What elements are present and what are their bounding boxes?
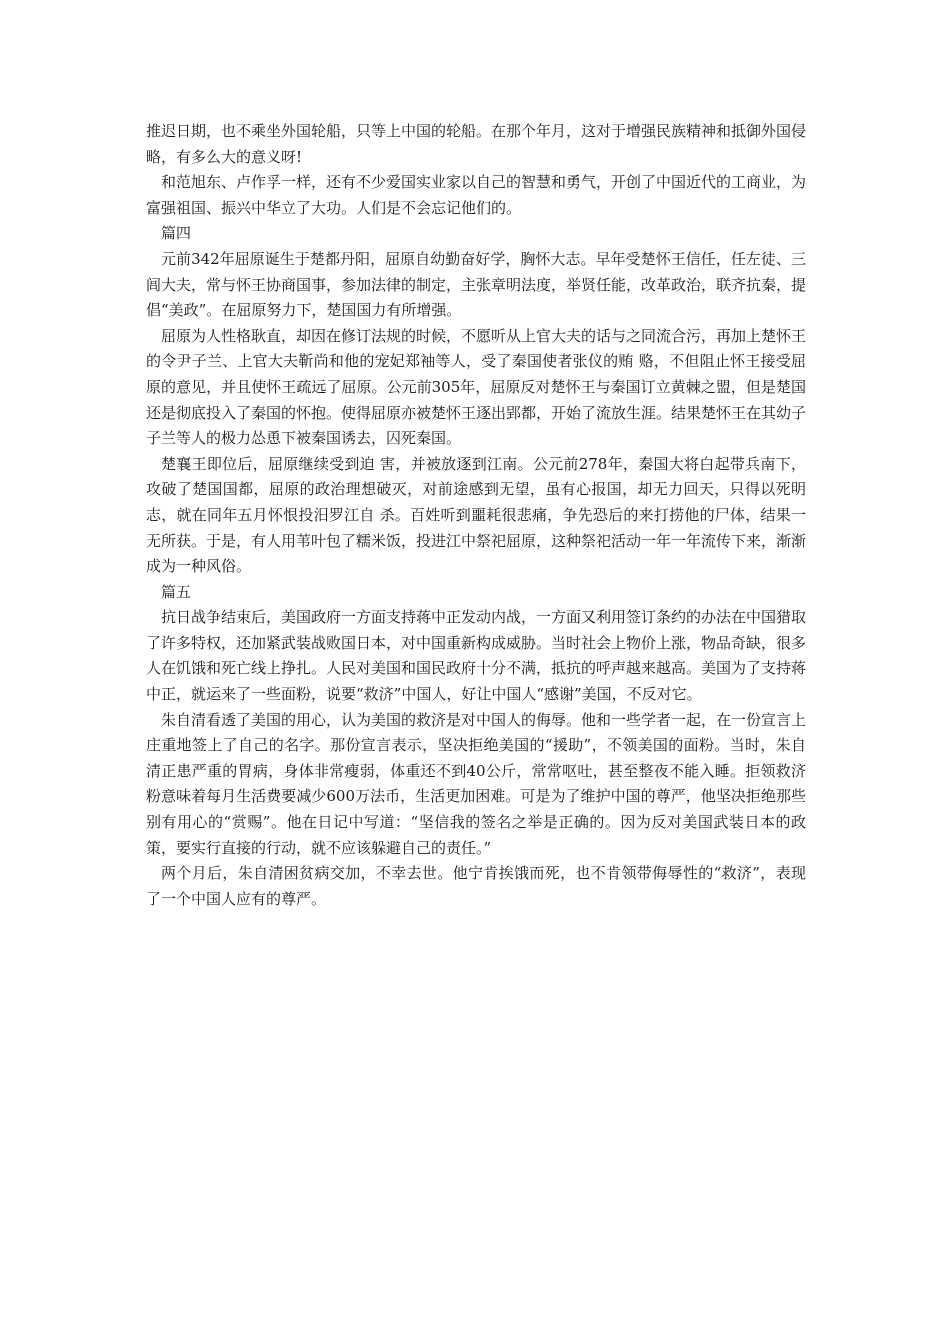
paragraph-postwar: 抗日战争结束后，美国政府一方面支持蒋中正发动内战，一方面又利用签订条约的办法在中国猎取了许多特权，还加紧武装战败国日本，对中国重新构成威胁。当时社会上物价上涨，物品奇缺，很多人在饥饿和死亡线上挣扎。人民对美国和国民政府十分不满，抵抗的呼声越来越高。美国为了支持蒋中正，就运来了一些面粉，说要“救济”中国人，好让中国人“感谢”美国，不反对它。 (146, 608, 807, 704)
paragraph-zhu-ziqing: 朱自清看透了美国的用心，认为美国的救济是对中国人的侮辱。他和一些学者一起，在一份宣言上庄重地签上了自己的名字。那份宣言表示，坚决拒绝美国的“援助”，不领美国的面粉。当时，朱自清正患严重的胃病，身体非常瘦弱，体重还不到40公斤，常常呕吐，甚至整夜不能入睡。拒领救济粉意味着每月生活费要减少600万法币，生活更加困难。可是为了维护中国的尊严，他坚决拒绝那些别有用心的“赏赐”。他在日记中写道：“坚信我的签名之举是正确的。因为反对美国武装日本的政策，要实行直接的行动，就不应该躲避自己的责任。” (146, 710, 807, 857)
section-heading-4: 篇四 (161, 224, 192, 243)
paragraph-qu-yuan-death: 楚襄王即位后，屈原继续受到迫 害，并被放逐到江南。公元前278年，秦国大将白起带兵南下，攻破了楚国国都，屈原的政治理想破灭，对前途感到无望，虽有心报国，却无力回天，只得以死明志，就在同年五月怀恨投汨罗江自 杀。百姓听到噩耗很悲痛，争先恐后的来打捞他的尸体，结果一无所获。于是，有人用苇叶包了糯米饭，投进江中祭祀屈原，这种祭祀活动一年一年流传下来，渐渐成为一种风俗。 (146, 454, 807, 576)
section-heading-5: 篇五 (161, 582, 192, 601)
paragraph-industrialists: 和范旭东、卢作孚一样，还有不少爱国实业家以自己的智慧和勇气，开创了中国近代的工商业，为富强祖国、振兴中华立了大功。人们是不会忘记他们的。 (146, 173, 807, 217)
paragraph-qu-yuan-exile: 屈原为人性格耿直，却因在修订法规的时候，不愿听从上官大夫的话与之同流合污，再加上楚怀王的令尹子兰、上官大夫靳尚和他的宠妃郑袖等人，受了秦国使者张仪的贿 赂，不但阻止怀王接受屈原的意见，并且使怀王疏远了屈原。公元前305年，屈原反对楚怀王与秦国订立黄棘之盟，但是楚国还是彻底投入了秦国的怀抱。使得屈原亦被楚怀王逐出郢都，开始了流放生涯。结果楚怀王在其幼子子兰等人的极力怂恿下被秦国诱去，囚死秦国。 (146, 326, 807, 448)
paragraph-continuation: 推迟日期，也不乘坐外国轮船，只等上中国的轮船。在那个年月，这对于增强民族精神和抵御外国侵略，有多么大的意义呀! (146, 122, 807, 166)
paragraph-qu-yuan-birth: 元前342年屈原诞生于楚都丹阳，屈原自幼勤奋好学，胸怀大志。早年受楚怀王信任，任左徒、三闾大夫，常与怀王协商国事，参加法律的制定，主张章明法度，举贤任能，改革政治，联齐抗秦，提倡“美政”。在屈原努力下，楚国国力有所增强。 (146, 249, 807, 320)
paragraph-zhu-ziqing-death: 两个月后，朱自清困贫病交加，不幸去世。他宁肯挨饿而死，也不肯领带侮辱性的“救济”，表现了一个中国人应有的尊严。 (146, 864, 806, 908)
document-body (146, 119, 806, 912)
